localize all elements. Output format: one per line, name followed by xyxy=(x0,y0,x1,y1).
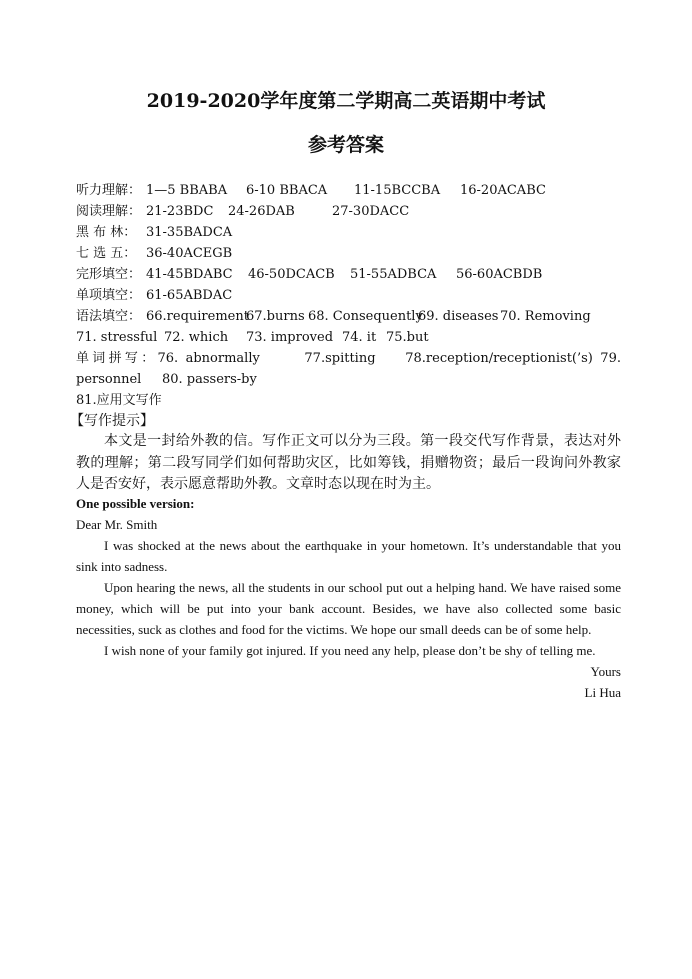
answer-row-label: 黑 布 林： xyxy=(76,225,137,240)
answer-row-grammar xyxy=(76,306,621,327)
essay-paragraph: I was shocked at the news about the earthquake in your hometown. It’s understandable that you sink into sadness. xyxy=(76,538,621,574)
answer-item: 1—5 BBABA xyxy=(146,183,228,198)
answer-item: 61-65ABDAC xyxy=(146,288,233,303)
answer-row-label: 语法填空： xyxy=(76,309,142,324)
answer-row-label: 81.应用文写作 xyxy=(76,393,162,408)
answer-item: 68. Consequently xyxy=(308,309,423,324)
answer-item: 46-50DCACB xyxy=(248,267,335,282)
answer-item: 27-30DACC xyxy=(332,204,410,219)
essay-paragraph: I wish none of your family got injured. If you need any help, please don’t be shy of telling me. xyxy=(104,643,596,658)
answer-item: 56-60ACBDB xyxy=(456,267,543,282)
answer-row-cloze xyxy=(76,264,621,285)
answer-row-label: 听力理解： xyxy=(76,183,142,198)
answer-row-seven-five xyxy=(76,243,621,264)
answer-row-reading xyxy=(76,201,621,222)
answer-item: 74. it xyxy=(342,330,377,345)
answer-item: 36-40ACEGB xyxy=(146,246,233,261)
essay-signature: Li Hua xyxy=(584,685,621,700)
answer-item: 76. abnormally 77.spitting 78.reception/receptionist(’s) 79. personnel 80. passers-by xyxy=(76,351,626,387)
answer-item: 66.requirement xyxy=(146,309,249,324)
answer-row-label: 七 选 五： xyxy=(76,246,137,261)
answer-item: 67.burns xyxy=(246,309,305,324)
answer-item: 71. stressful xyxy=(76,330,158,345)
answer-row-label: 阅读理解： xyxy=(76,204,142,219)
answer-item: 72. which xyxy=(164,330,229,345)
answer-item: 51-55ADBCA xyxy=(350,267,437,282)
answer-item: 69. diseases xyxy=(418,309,499,324)
essay-paragraph: Upon hearing the news, all the students in our school put out a helping hand. We have raised some money, which will be put into your bank account. Besides, we have also collected some basic necessities, suck as clothes and food for the victims. We hope our small deeds can be of some help. xyxy=(76,580,621,637)
answer-item: 24-26DAB xyxy=(228,204,295,219)
answer-item: 6-10 BBACA xyxy=(246,183,328,198)
answer-row-single-choice xyxy=(76,285,621,306)
answer-item: 75.but xyxy=(386,330,429,345)
answer-row-grammar-cont xyxy=(76,327,621,348)
answer-row-label: 完形填空： xyxy=(76,267,142,282)
essay-label: One possible version: xyxy=(76,496,195,511)
answer-row-label: 单项填空： xyxy=(76,288,142,303)
answer-item: 11-15BCCBA xyxy=(354,183,441,198)
writing-hint-body: 本文是一封给外教的信。写作正文可以分为三段。第一段交代写作背景，表达对外教的理解；第二段写同学们如何帮助灾区，比如筹钱，捐赠物资；最后一段询问外教家人是否安好，表示愿意帮助外教。文章时态以现在时为主。 xyxy=(76,433,621,492)
sample-essay xyxy=(76,493,621,703)
answer-row-label: 单词拼写： xyxy=(76,351,158,366)
answer-item: 21-23BDC xyxy=(146,204,214,219)
answer-item: 70. Removing xyxy=(500,309,591,324)
answer-row-writing xyxy=(76,390,621,411)
answer-item: 31-35BADCA xyxy=(146,225,233,240)
answer-key xyxy=(76,180,626,411)
answer-row-listening xyxy=(76,180,621,201)
answer-item: 73. improved xyxy=(246,330,334,345)
answer-item: 16-20ACABC xyxy=(460,183,546,198)
answer-row-blackboard xyxy=(76,222,621,243)
essay-closing: Yours xyxy=(590,664,621,679)
essay-salutation: Dear Mr. Smith xyxy=(76,517,158,532)
writing-hint-heading: 【写作提示】 xyxy=(70,413,154,429)
answer-item: 41-45BDABC xyxy=(146,267,233,282)
page-subtitle: 参考答案 xyxy=(307,134,384,156)
answer-row-spelling xyxy=(76,348,626,390)
page-title: 2019-2020学年度第二学期高二英语期中考试 xyxy=(146,90,546,112)
